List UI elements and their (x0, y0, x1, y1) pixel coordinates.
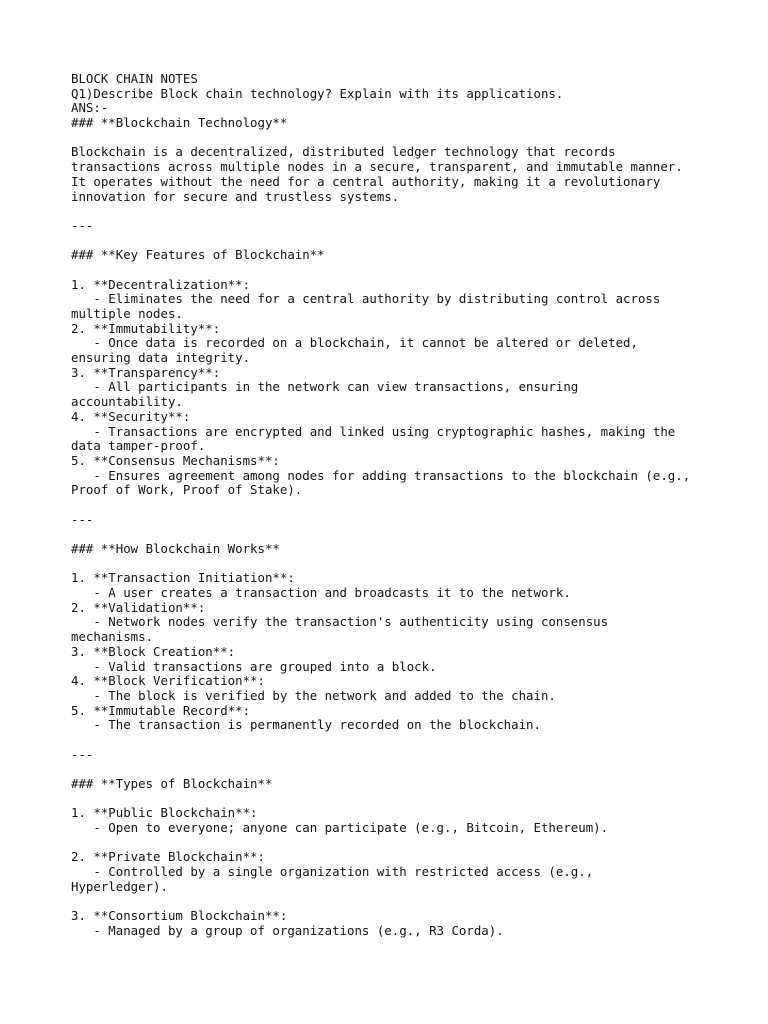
document-line (71, 263, 751, 278)
document-line: data tamper-proof. (71, 438, 206, 454)
document-line: innovation for secure and trustless systems. (71, 188, 400, 204)
document-line: - The block is verified by the network and added to the chain. (71, 687, 556, 703)
document-line: 4. **Security**: (71, 408, 191, 424)
document-line (71, 527, 751, 542)
document-line (71, 204, 751, 219)
document-line: accountability. (71, 394, 183, 410)
document-line: 3. **Transparency**: (71, 364, 221, 380)
document-line: ANS:- (71, 100, 109, 116)
document-line (71, 895, 751, 910)
document-line: - Once data is recorded on a blockchain, it cannot be altered or deleted, (71, 335, 638, 351)
document-line: --- (71, 511, 94, 527)
document-line (71, 234, 751, 249)
document-line: ensuring data integrity. (71, 350, 251, 366)
document-line: 2. **Immutability**: (71, 320, 221, 336)
document-line: - Managed by a group of organizations (e.g., R3 Corda). (71, 922, 504, 938)
document-line (71, 836, 751, 851)
document-line: - Transactions are encrypted and linked using cryptographic hashes, making the (71, 423, 676, 439)
document-line (71, 733, 751, 748)
document-line: 1. **Decentralization**: (71, 276, 251, 292)
document-line: 3. **Consortium Blockchain**: (71, 908, 288, 924)
document-page (71, 72, 751, 939)
document-line: transactions across multiple nodes in a secure, transparent, and immutable manner. (71, 159, 683, 175)
document-line (71, 498, 751, 513)
document-line (71, 762, 751, 777)
document-line: It operates without the need for a central authority, making it a revolutionary (71, 173, 661, 189)
document-line: - Ensures agreement among nodes for adding transactions to the blockchain (e.g., (71, 467, 691, 483)
document-line: - Network nodes verify the transaction's authenticity using consensus (71, 614, 609, 630)
document-line: Proof of Work, Proof of Stake). (71, 482, 303, 498)
document-line: 1. **Transaction Initiation**: (71, 570, 295, 586)
document-line: - All participants in the network can view transactions, ensuring (71, 379, 579, 395)
document-line: - Valid transactions are grouped into a block. (71, 658, 437, 674)
document-line: 5. **Immutable Record**: (71, 702, 251, 718)
document-line: mechanisms. (71, 629, 154, 645)
document-line: BLOCK CHAIN NOTES (71, 71, 198, 86)
document-line: multiple nodes. (71, 306, 183, 321)
document-line: ### **Blockchain Technology** (71, 115, 288, 131)
document-line (71, 131, 751, 146)
document-line: Q1)Describe Block chain technology? Explain with its applications. (71, 85, 564, 101)
document-line: - Controlled by a single organization with restricted access (e.g., (71, 864, 594, 880)
document-line: 3. **Block Creation**: (71, 643, 236, 659)
document-line: --- (71, 746, 94, 762)
document-line: - The transaction is permanently recorded on the blockchain. (71, 717, 541, 733)
document-line: --- (71, 217, 94, 233)
document-line: 5. **Consensus Mechanisms**: (71, 452, 280, 468)
document-line: - Eliminates the need for a central authority by distributing control across (71, 291, 661, 307)
document-line: - A user creates a transaction and broadcasts it to the network. (71, 585, 571, 601)
document-line: 2. **Validation**: (71, 599, 206, 615)
document-line (71, 792, 751, 807)
document-line: - Open to everyone; anyone can participate (e.g., Bitcoin, Ethereum). (71, 820, 609, 836)
document-line: 4. **Block Verification**: (71, 673, 265, 689)
document-line: ### **How Blockchain Works** (71, 541, 280, 556)
document-line: Hyperledger). (71, 878, 168, 894)
document-line: 1. **Public Blockchain**: (71, 805, 258, 821)
document-line: ### **Key Features of Blockchain** (71, 247, 325, 263)
document-line (71, 557, 751, 572)
document-line: ### **Types of Blockchain** (71, 776, 273, 791)
document-line: Blockchain is a decentralized, distributed ledger technology that records (71, 144, 616, 160)
document-line: 2. **Private Blockchain**: (71, 849, 265, 865)
